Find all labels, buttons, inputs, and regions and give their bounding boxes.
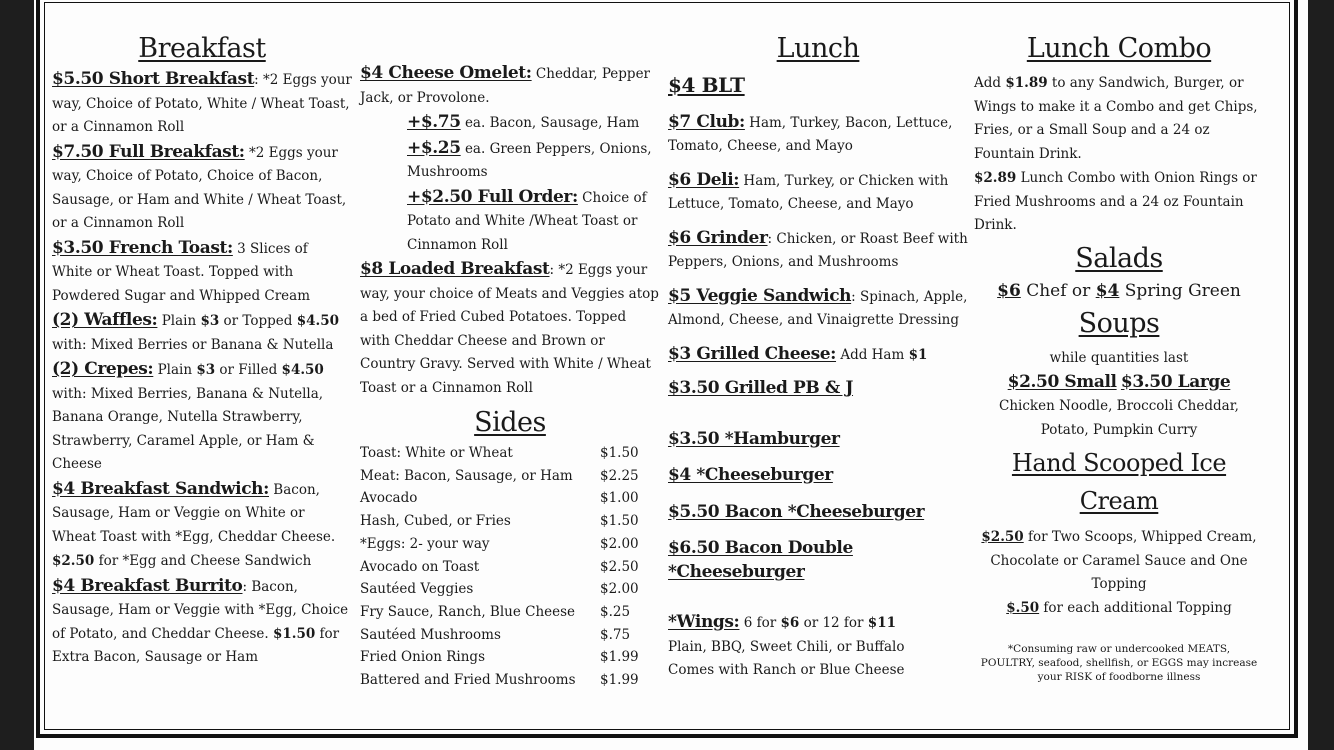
grilled-pbj-item: $3.50 Grilled PB & J [668, 378, 854, 398]
wings-item: *Wings: 6 for $6 or 12 for $11 [668, 612, 896, 632]
right-dark-edge [1308, 0, 1334, 750]
short-breakfast-item: $5.50 Short Breakfast: *2 Eggs your way, Choice of Potato, White / Wheat Toast, or a Cinnamon Roll [52, 69, 352, 135]
crepes-item: (2) Crepes: Plain $3 or Filled $4.50 with: Mixed Berries, Banana & Nutella, Banana Orange, Nutella Strawberry, Strawberry, Caramel Apple, or Ham & Cheese [52, 359, 324, 472]
soups-heading: Soups [1078, 308, 1160, 339]
side-price: $2.00 [600, 581, 639, 598]
ice-cream-offer: $2.50 for Two Scoops, Whipped Cream, Chocolate or Caramel Sauce and One Topping [981, 529, 1257, 592]
bacon-double-cheeseburger-item: $6.50 Bacon Double *Cheeseburger [668, 538, 853, 582]
side-row [360, 442, 640, 465]
cheese-omelet-item: $4 Cheese Omelet: Cheddar, Pepper Jack, or Provolone. [360, 63, 651, 106]
side-price: $1.99 [600, 672, 639, 689]
side-row [360, 487, 640, 510]
breakfast-heading: Breakfast [138, 33, 266, 64]
bacon-cheeseburger-item: $5.50 Bacon *Cheeseburger [668, 501, 925, 522]
breakfast-sandwich-item: $4 Breakfast Sandwich: Bacon, Sausage, Ham or Veggie on White or Wheat Toast with *Egg, Cheddar Cheese. [52, 478, 336, 545]
omelet-sides-column [360, 62, 660, 692]
sides-heading: Sides [474, 407, 546, 438]
sides-list [360, 442, 640, 692]
side-row [360, 556, 640, 579]
blt-item: $4 BLT [668, 73, 745, 97]
grilled-cheese-item: $3 Grilled Cheese: Add Ham $1 [668, 343, 928, 364]
egg-cheese-sandwich-item: $2.50 for *Egg and Cheese Sandwich [52, 553, 312, 569]
side-name: Toast: White or Wheat [360, 445, 513, 461]
side-row [360, 578, 640, 601]
ice-cream-heading: Hand Scooped Ice Cream [1011, 449, 1227, 515]
french-toast-item: $3.50 French Toast: 3 Slices of White or Wheat Toast. Topped with Powdered Sugar and Whipped Cream [52, 237, 310, 304]
side-price: $1.50 [600, 445, 639, 461]
side-row [360, 669, 640, 692]
omelet-addon-meat: +$.75 ea. Bacon, Sausage, Ham [407, 112, 640, 132]
cheeseburger-item: $4 *Cheeseburger [668, 465, 833, 485]
full-breakfast-item: $7.50 Full Breakfast: *2 Eggs your way, Choice of Potato, Choice of Bacon, Sausage, or Ham and White / Wheat Toast, or a Cinnamon Roll [52, 141, 347, 231]
side-price: $1.99 [600, 649, 639, 666]
omelet-addon-veggie: +$.25 ea. Green Peppers, Onions, Mushrooms [407, 137, 652, 180]
side-name: Avocado [360, 490, 418, 507]
side-price: $.75 [600, 626, 631, 643]
side-name: Sautéed Mushrooms [360, 626, 501, 643]
club-item: $7 Club: Ham, Turkey, Bacon, Lettuce, Tomato, Cheese, and Mayo [668, 111, 953, 154]
deli-item: $6 Deli: Ham, Turkey, or Chicken with Lettuce, Tomato, Cheese, and Mayo [668, 169, 949, 212]
combo-onion-rings-offer: $2.89 Lunch Combo with Onion Rings or Fried Mushrooms and a 24 oz Fountain Drink. [974, 170, 1257, 233]
consumer-advisory: *Consuming raw or undercooked MEATS, POULTRY, seafood, shellfish, or EGGS may increase your RISK of foodborne illness [980, 643, 1258, 683]
hamburger-item: $3.50 *Hamburger [668, 428, 840, 449]
salads-prices: $6 Chef or $4 Spring Green [997, 280, 1241, 301]
side-price: $.25 [600, 603, 631, 620]
salads-heading: Salads [1075, 242, 1163, 274]
side-price: $1.50 [600, 513, 639, 530]
soups-prices: $2.50 Small $3.50 Large [1007, 371, 1231, 392]
combo-offer: Add $1.89 to any Sandwich, Burger, or Wings to make it a Combo and get Chips, Fries, or a Small Soup and a 24 oz Fountain Drink. [974, 75, 1258, 162]
side-name: Battered and Fried Mushrooms [360, 672, 576, 689]
wings-flavors: Plain, BBQ, Sweet Chili, or Buffalo [668, 638, 905, 655]
soups-flavors: Chicken Noodle, Broccoli Cheddar, Potato, Pumpkin Curry [999, 398, 1239, 438]
side-name: Fried Onion Rings [360, 649, 486, 666]
lunch-column [668, 30, 968, 683]
side-row [360, 510, 640, 533]
side-row [360, 601, 640, 624]
side-price: $2.50 [600, 558, 639, 575]
side-name: Hash, Cubed, or Fries [360, 513, 511, 530]
lunch-combo-heading: Lunch Combo [1026, 33, 1212, 64]
side-row [360, 465, 640, 488]
left-dark-edge [0, 0, 34, 750]
side-name: Sautéed Veggies [360, 581, 474, 598]
loaded-breakfast-item: $8 Loaded Breakfast: *2 Eggs your way, your choice of Meats and Veggies atop a bed of Fried Cubed Potatoes. Topped with Cheddar Cheese and Brown or Country Gravy. Served with White / Wheat Toast or a Cinnamon Roll [360, 259, 659, 396]
combo-column [974, 30, 1264, 684]
grinder-item: $6 Grinder: Chicken, or Roast Beef with Peppers, Onions, and Mushrooms [668, 227, 968, 270]
side-row [360, 646, 640, 669]
side-price: $2.25 [600, 467, 639, 484]
wings-sauces: Comes with Ranch or Blue Cheese [668, 662, 905, 678]
side-name: *Eggs: 2- your way [360, 535, 490, 552]
side-row [360, 533, 640, 556]
omelet-full-order: +$2.50 Full Order: Choice of Potato and White /Wheat Toast or Cinnamon Roll [407, 186, 647, 253]
side-name: Avocado on Toast [360, 558, 480, 575]
soups-note: while quantities last [1049, 350, 1189, 366]
breakfast-burrito-item: $4 Breakfast Burrito: Bacon, Sausage, Ham or Veggie with *Egg, Choice of Potato, and Cheddar Cheese. $1.50 for Extra Bacon, Sausage or Ham [52, 575, 349, 665]
waffles-item: (2) Waffles: Plain $3 or Topped $4.50 with: Mixed Berries or Banana & Nutella [52, 310, 340, 353]
side-price: $1.00 [600, 490, 639, 507]
veggie-sandwich-item: $5 Veggie Sandwich: Spinach, Apple, Almond, Cheese, and Vinaigrette Dressing [668, 285, 968, 328]
side-price: $2.00 [600, 535, 639, 552]
ice-cream-topping-offer: $.50 for each additional Topping [1006, 599, 1232, 616]
side-row [360, 624, 640, 647]
breakfast-column [52, 30, 352, 671]
side-name: Fry Sauce, Ranch, Blue Cheese [360, 603, 576, 620]
lunch-heading: Lunch [776, 33, 860, 64]
side-name: Meat: Bacon, Sausage, or Ham [360, 467, 573, 484]
